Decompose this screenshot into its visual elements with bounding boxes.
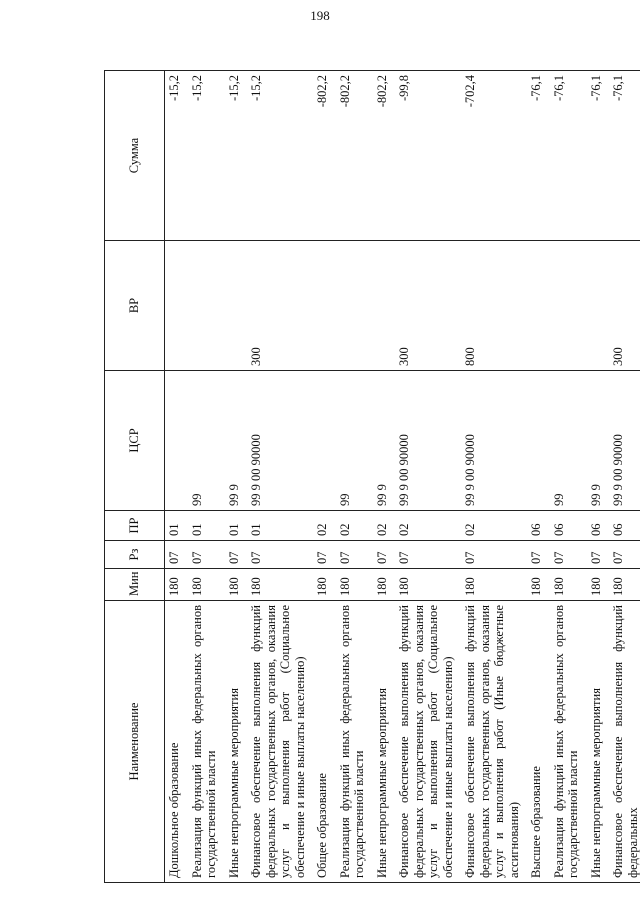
cell-sum: -802,2 [332,71,369,241]
header-name: Наименование [105,601,165,883]
cell-rz: 07 [332,541,369,569]
cell-sum: -76,1 [605,71,640,241]
table-row [583,71,606,883]
cell-vr [165,241,184,371]
cell-min: 180 [546,569,583,601]
cell-name: Общее образование [309,601,332,883]
cell-name: Реализация функций иных федеральных органов государственной власти [546,601,583,883]
cell-csr: 99 9 00 90000 [605,371,640,511]
cell-name: Финансовое обеспечение выполнения функций федеральных государственных органов, оказания услуг и выполнения работ (Социальное обеспечение и иные выплаты населению) [391,601,457,883]
header-sum: Сумма [105,71,165,241]
table-row [332,71,369,883]
cell-rz: 07 [391,541,457,569]
cell-min: 180 [309,569,332,601]
cell-min: 180 [583,569,606,601]
table-row [391,71,457,883]
cell-vr [184,241,221,371]
cell-pr: 02 [332,511,369,541]
table-row [309,71,332,883]
cell-sum: -76,1 [583,71,606,241]
cell-sum: -76,1 [523,71,546,241]
cell-name: Финансовое обеспечение выполнения функций федеральных государственных органов, оказания услуг и выполнения работ (Иные бюджетные ассигнования) [457,601,523,883]
cell-pr: 06 [523,511,546,541]
table-row [243,71,309,883]
cell-name: Дошкольное образование [165,601,184,883]
cell-csr: 99 9 [583,371,606,511]
cell-min: 180 [332,569,369,601]
cell-min: 180 [523,569,546,601]
cell-name: Иные непрограммные мероприятия [369,601,392,883]
cell-min: 180 [457,569,523,601]
cell-vr [221,241,244,371]
cell-pr: 02 [369,511,392,541]
cell-csr: 99 [184,371,221,511]
cell-min: 180 [184,569,221,601]
table-body [165,71,640,883]
table-row [221,71,244,883]
cell-csr: 99 9 [221,371,244,511]
table-row [605,71,640,883]
table-row [369,71,392,883]
cell-rz: 07 [309,541,332,569]
table-row [184,71,221,883]
cell-vr: 800 [457,241,523,371]
table-header-row [105,71,165,883]
cell-vr [546,241,583,371]
cell-csr: 99 [546,371,583,511]
cell-pr: 02 [457,511,523,541]
cell-sum: -802,2 [309,71,332,241]
cell-sum: -802,2 [369,71,392,241]
cell-min: 180 [221,569,244,601]
cell-min: 180 [165,569,184,601]
cell-pr: 02 [391,511,457,541]
cell-rz: 07 [184,541,221,569]
cell-vr: 300 [391,241,457,371]
cell-min: 180 [369,569,392,601]
cell-min: 180 [391,569,457,601]
cell-name: Финансовое обеспечение выполнения функций федеральных [605,601,640,883]
cell-pr: 06 [605,511,640,541]
cell-csr [523,371,546,511]
cell-rz: 07 [605,541,640,569]
budget-table [104,70,640,883]
cell-vr [309,241,332,371]
cell-name: Реализация функций иных федеральных органов государственной власти [184,601,221,883]
header-csr: ЦСР [105,371,165,511]
cell-min: 180 [605,569,640,601]
cell-pr: 01 [184,511,221,541]
cell-name: Финансовое обеспечение выполнения функций федеральных государственных органов, оказания услуг и выполнения работ (Социальное обеспечение и иные выплаты населению) [243,601,309,883]
cell-vr [369,241,392,371]
cell-sum: -702,4 [457,71,523,241]
cell-min: 180 [243,569,309,601]
cell-vr [583,241,606,371]
cell-pr: 01 [221,511,244,541]
cell-pr: 06 [546,511,583,541]
table-row [457,71,523,883]
cell-rz: 07 [457,541,523,569]
cell-csr: 99 9 00 90000 [457,371,523,511]
header-min: Мин [105,569,165,601]
cell-sum: -15,2 [243,71,309,241]
cell-csr: 99 9 00 90000 [243,371,309,511]
cell-vr: 300 [605,241,640,371]
cell-rz: 07 [243,541,309,569]
cell-csr [309,371,332,511]
cell-sum: -15,2 [184,71,221,241]
cell-csr [165,371,184,511]
table-row [165,71,184,883]
cell-name: Высшее образование [523,601,546,883]
page-number: 198 [310,8,330,23]
table-row [523,71,546,883]
cell-rz: 07 [523,541,546,569]
cell-vr [332,241,369,371]
header-pr: ПР [105,511,165,541]
table-row [546,71,583,883]
cell-rz: 07 [165,541,184,569]
cell-vr [523,241,546,371]
cell-rz: 07 [221,541,244,569]
cell-rz: 07 [369,541,392,569]
cell-rz: 07 [546,541,583,569]
cell-vr: 300 [243,241,309,371]
cell-name: Реализация функций иных федеральных органов государственной власти [332,601,369,883]
cell-csr: 99 9 00 90000 [391,371,457,511]
cell-sum: -15,2 [165,71,184,241]
cell-pr: 01 [165,511,184,541]
cell-pr: 01 [243,511,309,541]
cell-pr: 06 [583,511,606,541]
header-vr: ВР [105,241,165,371]
cell-name: Иные непрограммные мероприятия [221,601,244,883]
cell-sum: -99,8 [391,71,457,241]
rotated-page [104,67,640,883]
cell-pr: 02 [309,511,332,541]
cell-rz: 07 [583,541,606,569]
cell-csr: 99 9 [369,371,392,511]
cell-sum: -15,2 [221,71,244,241]
cell-sum: -76,1 [546,71,583,241]
header-rz: Рз [105,541,165,569]
cell-csr: 99 [332,371,369,511]
cell-name: Иные непрограммные мероприятия [583,601,606,883]
